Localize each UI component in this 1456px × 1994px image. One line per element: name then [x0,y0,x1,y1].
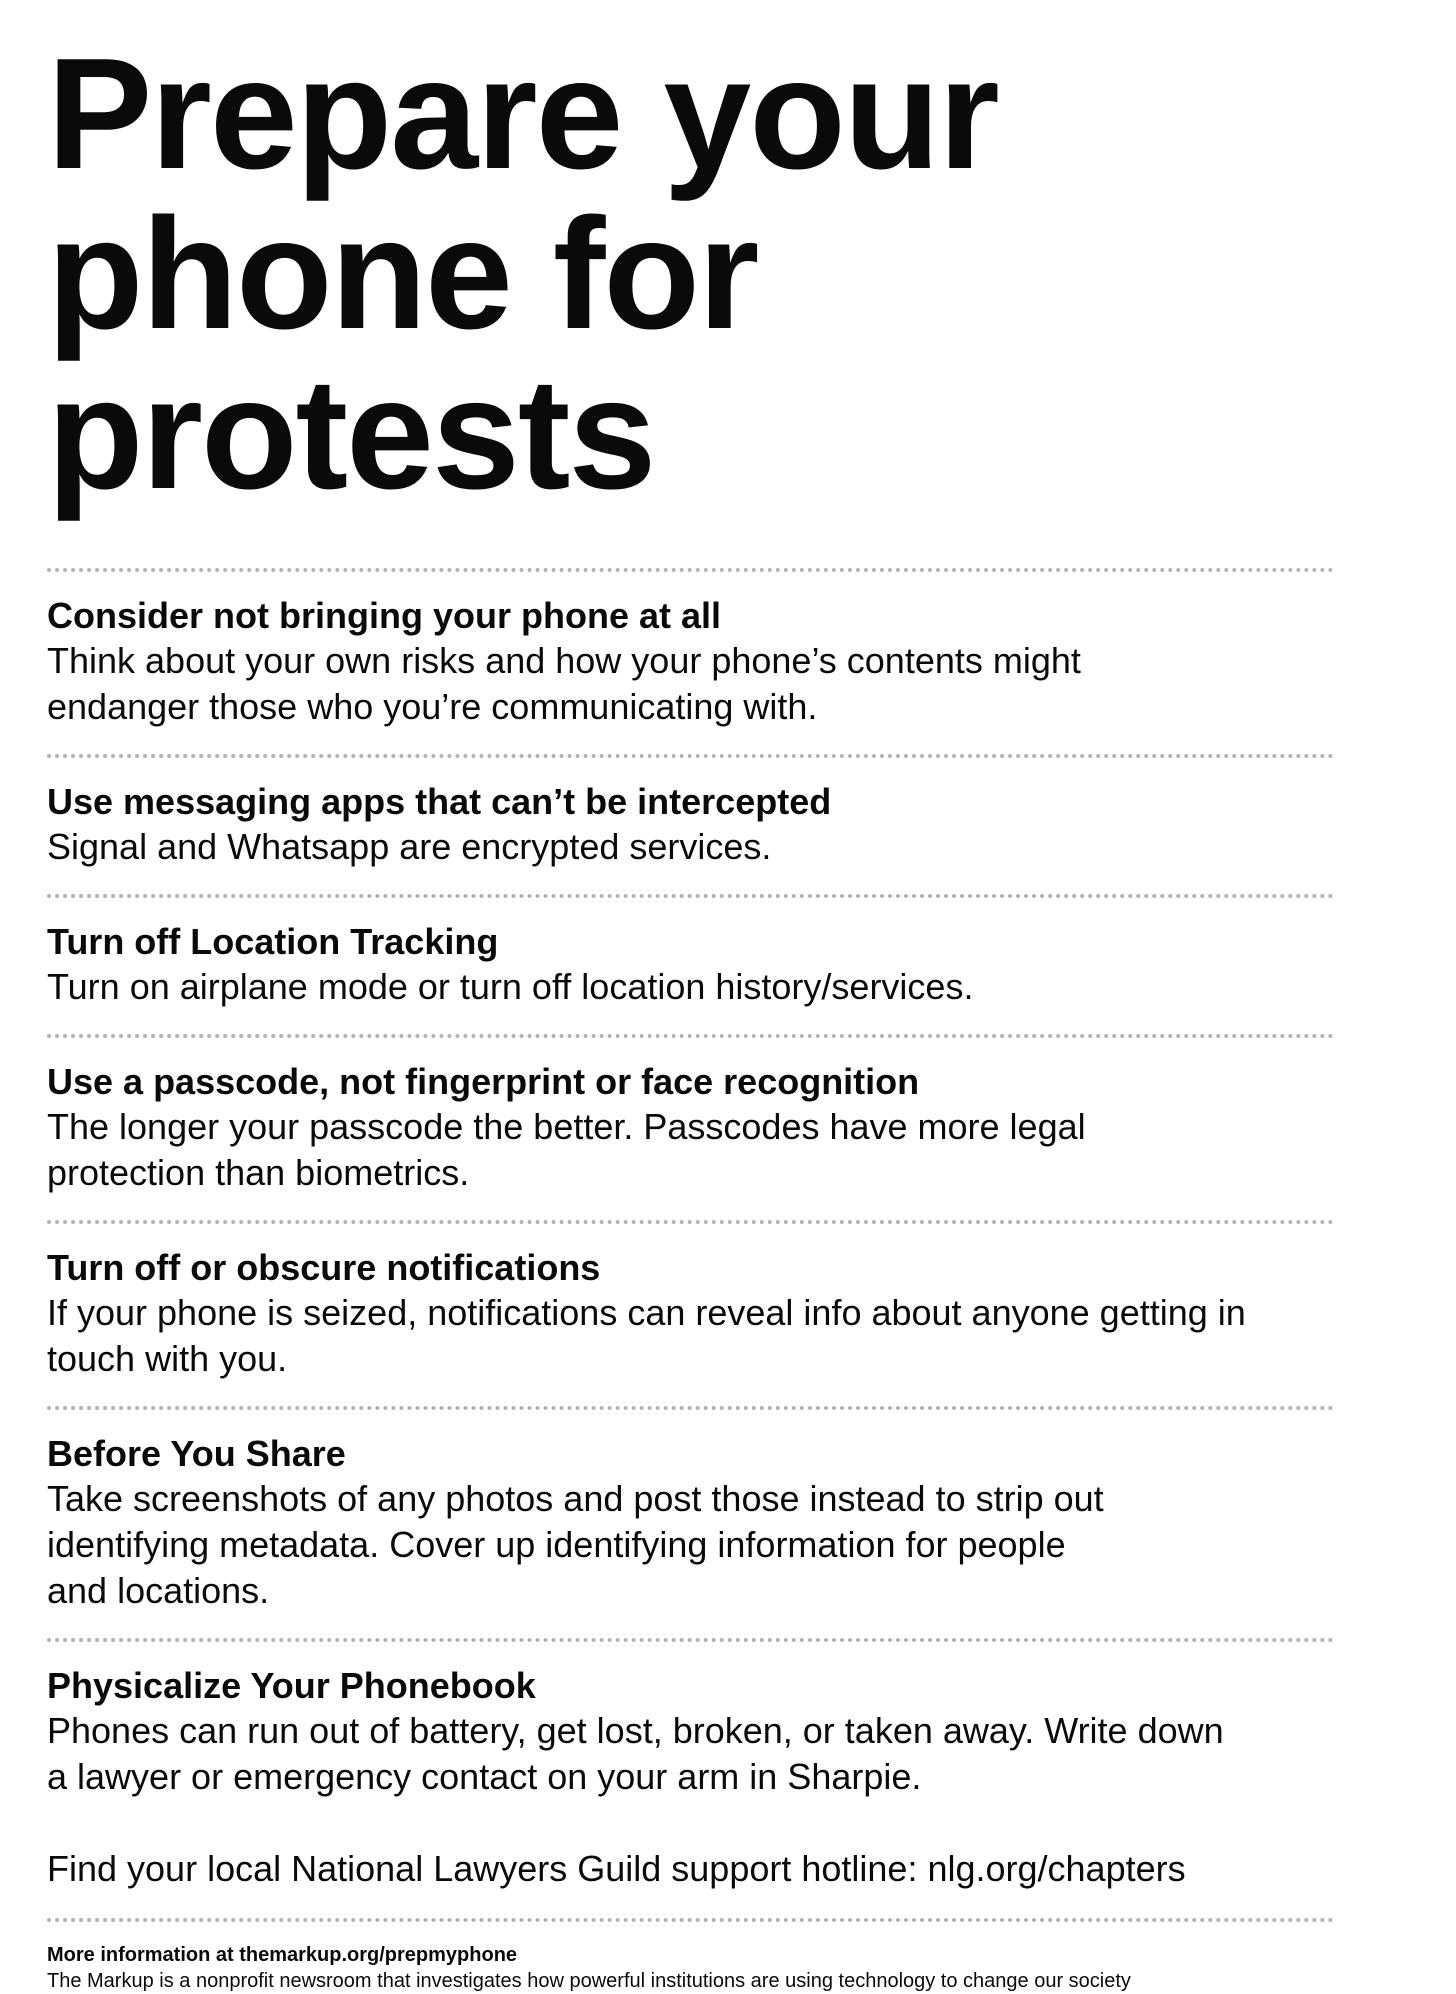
tip-heading: Turn off Location Tracking [47,921,499,962]
tip-body: Signal and Whatsapp are encrypted services. [47,826,772,867]
tip-body: If your phone is seized, notifications can reveal info about anyone getting in touch with you. [47,1292,1246,1379]
tip-section [47,758,1347,894]
tip-section [47,1038,1347,1220]
tip-section [47,1224,1347,1406]
tip-body: Turn on airplane mode or turn off location history/services. [47,966,974,1007]
tip-section [47,898,1347,1034]
tip-heading: Turn off or obscure notifications [47,1247,601,1288]
tip-body: Take screenshots of any photos and post those instead to strip out identifying metadata. Cover up identifying information for people and locations. [47,1478,1104,1611]
title-line-1: Prepare your [47,26,998,202]
tip-section [47,1410,1347,1638]
tip-body: Think about your own risks and how your phone’s contents might endanger those who you’re communicating with. [47,640,1081,727]
tip-heading: Physicalize Your Phonebook [47,1665,536,1706]
footer [47,1922,1347,1994]
tip-heading: Use messaging apps that can’t be intercepted [47,781,832,822]
flyer [47,26,1347,1994]
tip-heading: Use a passcode, not fingerprint or face recognition [47,1061,920,1102]
tip-section [47,572,1347,754]
tip-heading: Before You Share [47,1433,346,1474]
tip-body: Phones can run out of battery, get lost, broken, or taken away. Write down a lawyer or emergency contact on your arm in Sharpie. [47,1710,1224,1797]
more-info-text: More information at themarkup.org/prepmyphone [47,1944,518,1966]
page-title [47,26,1347,522]
title-line-2: phone for protests [47,186,758,522]
hotline-text: Find your local National Lawyers Guild support hotline: nlg.org/chapters [47,1848,1186,1889]
tip-body: The longer your passcode the better. Passcodes have more legal protection than biometrics. [47,1106,1086,1193]
tip-section [47,1642,1347,1824]
about-text: The Markup is a nonprofit newsroom that investigates how powerful institutions are using technology to change our society [47,1970,1131,1992]
tip-heading: Consider not bringing your phone at all [47,595,721,636]
